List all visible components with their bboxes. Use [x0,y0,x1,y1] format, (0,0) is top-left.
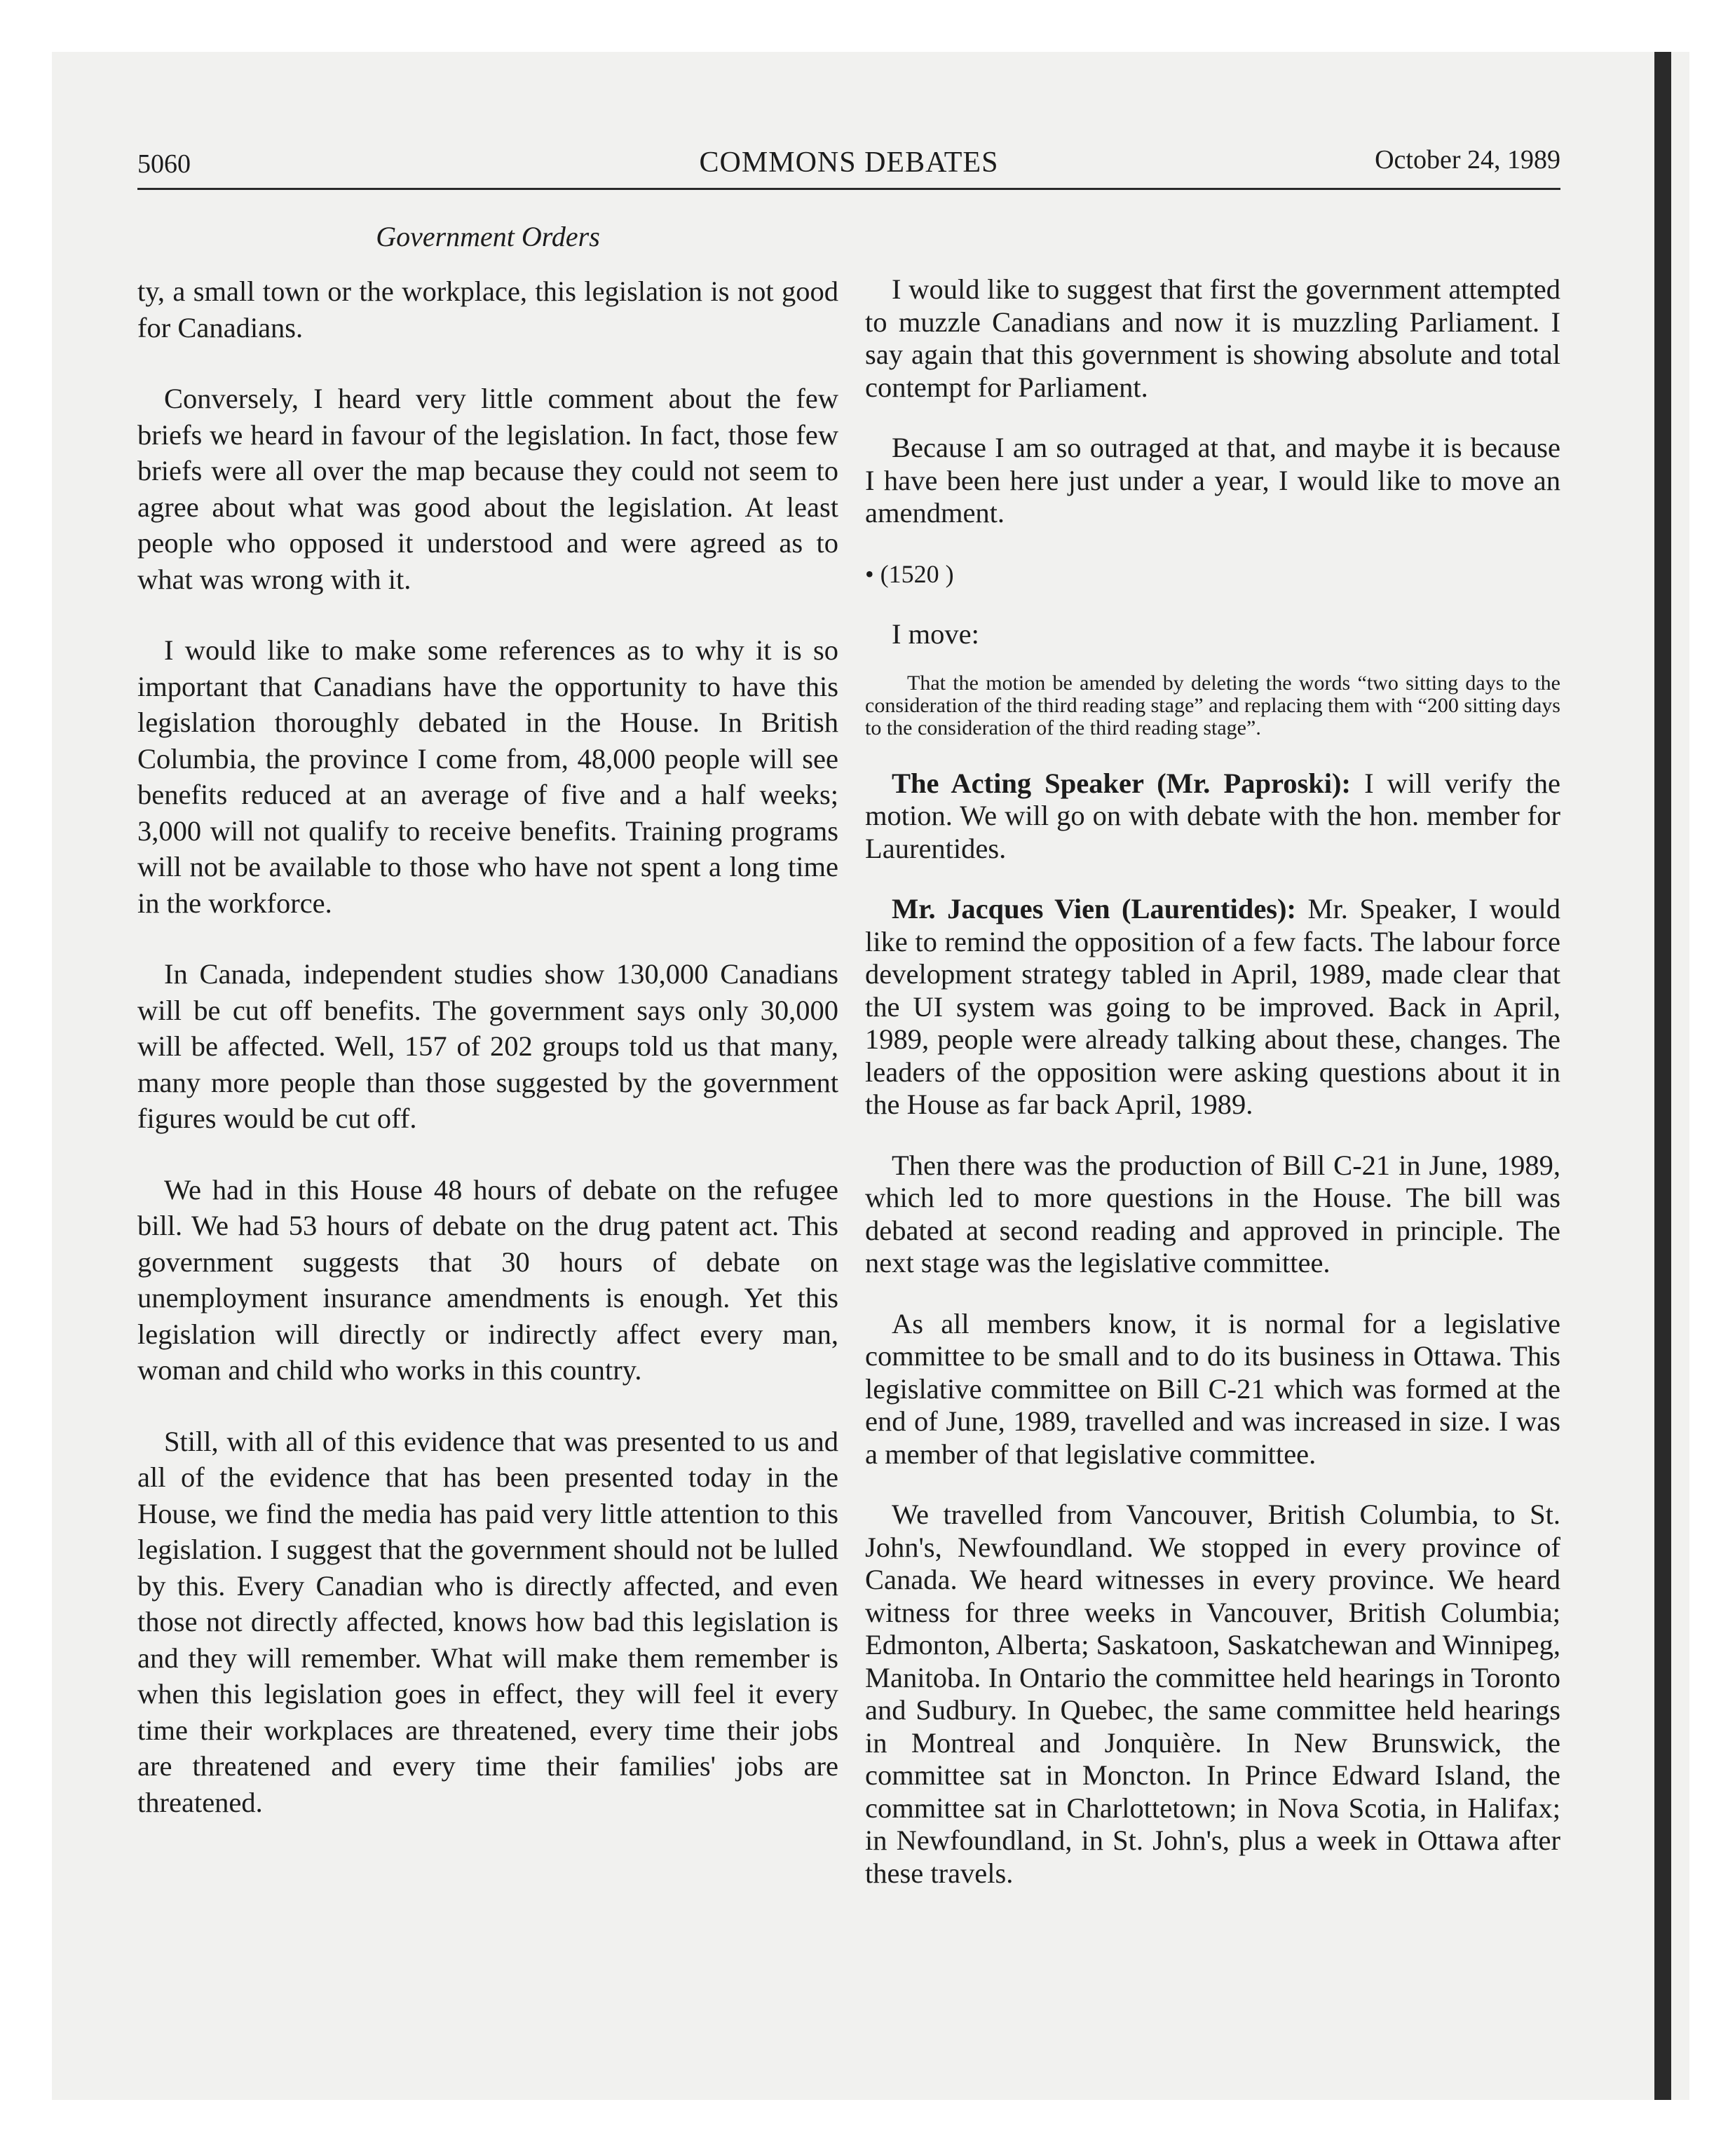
paragraph: As all members know, it is normal for a legislative committee to be small and to do its business in Ottawa. This legislative committee on Bill C-21 which was formed at the end of June, 1989, travelled and was increased in size. I was a member of that legislative committee. [865,1307,1560,1470]
paragraph: I move: [892,618,979,650]
paragraph: In Canada, independent studies show 130,000 Canadians will be cut off benefits. The government says only 30,000 will be affected. Well, 157 of 202 groups told us that many, many more people than those suggested by the government figures would be cut off. [137,958,838,1134]
paragraph: Because I am so outraged at that, and maybe it is because I have been here just under a year, I would like to move an amendment. [865,432,1560,528]
section-title: Government Orders [376,221,600,252]
header-rule [137,188,1560,190]
speech-paragraph [865,893,1560,1121]
paragraph: Conversely, I heard very little comment about the few briefs we heard in favour of the legislation. In fact, those few briefs were all over the map because they could not seem to agree about what was good about the legislation. At least people who opposed it understood and were agreed as to what was wrong with it. [137,383,838,595]
page-header [137,144,1560,186]
paragraph: We had in this House 48 hours of debate on the refugee bill. We had 53 hours of debate on the drug patent act. This government suggests that 30 hours of debate on unemployment insurance amendments is enough. Yet this legislation will directly or indirectly affect every man, woman and child who works in this country. [137,1173,838,1386]
speech-text: Mr. Speaker, I would like to remind the opposition of a few facts. The labour force development strategy tabled in April, 1989, made clear that the UI system was going to be improved. Back in April, 1989, people were already talking about these, changes. The leaders of the opposition were asking questions about it in the House as far back April, 1989. [865,893,1560,1120]
paragraph: Still, with all of this evidence that was presented to us and all of the evidence that has been presented today in the House, we find the media has paid very little attention to this legislation. I suggest that the government should not be lulled by this. Every Canadian who is directly affected, and even those not directly affected, knows how bad this legislation is and they will remember. What will make them remember is when this legislation goes in effect, they will feel it every time their workplaces are threatened, every time their jobs are threatened and every time their families' jobs are threatened. [137,1425,838,1818]
paragraph: I would like to suggest that first the government attempted to muzzle Canadians and now it is muzzling Parliament. I say again that this government is showing absolute and total contempt for Parliament. [865,273,1560,403]
time-marker: • (1520 ) [865,559,954,588]
publication-date: October 24, 1989 [1375,145,1560,175]
paragraph: Then there was the production of Bill C-21 in June, 1989, which led to more questions in the House. The bill was debated at second reading and approved in principle. The next stage was the legislative committee. [865,1149,1560,1278]
speaker-name: The Acting Speaker (Mr. Paproski): [892,767,1351,799]
speech-paragraph [865,767,1560,866]
scan-edge-bar [1654,52,1671,2100]
speech-text: I will verify the motion. We will go on with debate with the hon. member for Laurentides. [865,767,1560,864]
paragraph: ty, a small town or the workplace, this legislation is not good for Canadians. [137,275,838,343]
publication-title: COMMONS DEBATES [699,146,999,179]
right-column [865,273,1560,1918]
page-number: 5060 [137,149,191,179]
paragraph: We travelled from Vancouver, British Columbia, to St. John's, Newfoundland. We stopped in every province of Canada. We heard witnesses in every province. We heard witness for three weeks in Vancouver, British Columbia; Edmonton, Alberta; Saskatoon, Saskatchewan and Winnipeg, Manitoba. In Ontario the committee held hearings in Toronto and Sudbury. In Quebec, the same committee held hearings in Montreal and Jonquière. In New Brunswick, the committee sat in Moncton. In Prince Edward Island, the committee sat in Charlottetown; in Nova Scotia, in Halifax; in Newfoundland, in St. John's, plus a week in Ottawa after these travels. [865,1499,1560,1889]
speaker-name: Mr. Jacques Vien (Laurentides): [892,893,1297,925]
paragraph: I would like to make some references as to why it is so important that Canadians have the opportunity to have this legislation thoroughly debated in the House. In British Columbia, the province I come from, 48,000 people will see benefits reduced at an average of five and a half weeks; 3,000 will not qualify to receive benefits. Training programs will not be available to those who have not spent a long time in the workforce. [137,634,838,919]
amendment-quote: That the motion be amended by deleting the words “two sitting days to the consideration of the third reading stage” and replacing them with “200 sitting days to the consideration of the third reading stage”. [865,671,1560,739]
left-column [137,273,838,1855]
